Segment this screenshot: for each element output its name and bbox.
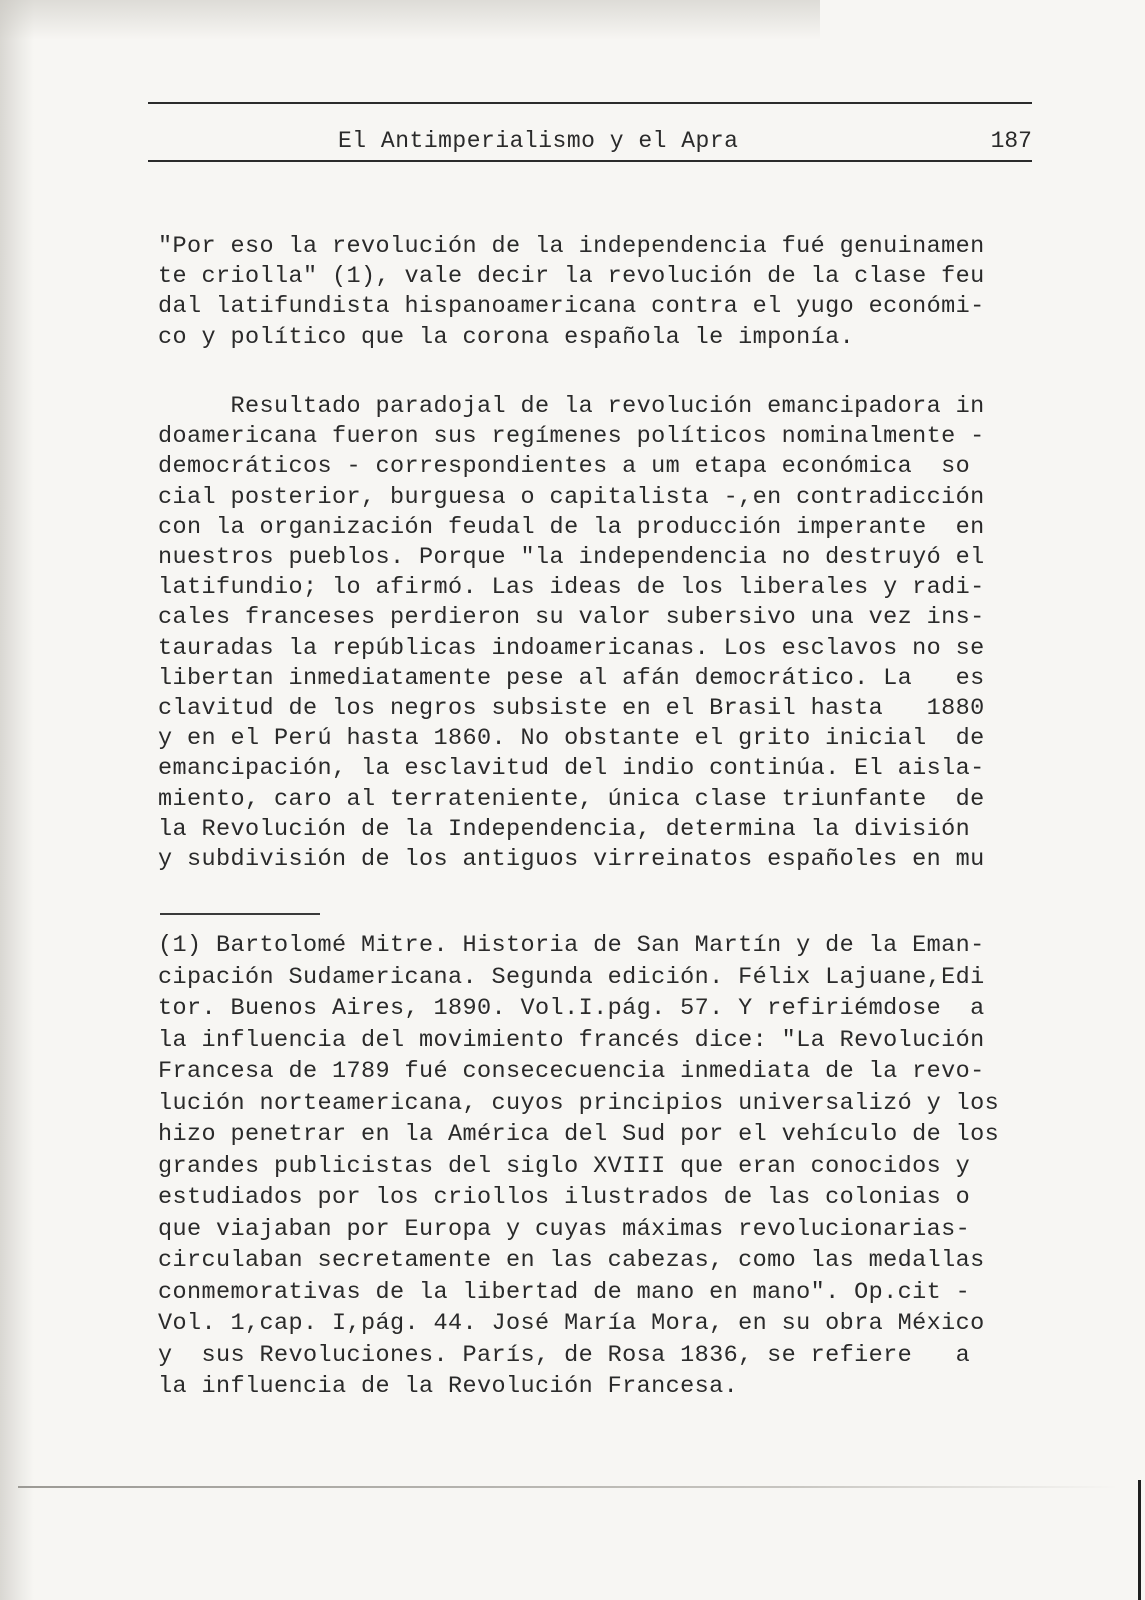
text-line: y en el Perú hasta 1860. No obstante el grito inicial de: [158, 725, 985, 753]
footnote-line: hizo penetrar en la América del Sud por el vehículo de los: [158, 1121, 1000, 1148]
scan-edge-bottom: [18, 1486, 1118, 1488]
footnote-line: cipación Sudamericana. Segunda edición. Félix Lajuane,Edi: [158, 963, 985, 991]
text-line: emancipación, la esclavitud del indio continúa. El aisla-: [158, 755, 985, 783]
footnote-line: circulaban secretamente en las cabezas, como las medallas: [158, 1247, 985, 1274]
text-line: doamericana fueron sus regímenes políticos nominalmente -: [158, 423, 985, 451]
footnote-line: la influencia de la Revolución Francesa.: [158, 1373, 739, 1400]
text-line: democráticos - correspondientes a um etapa económica so: [158, 453, 971, 481]
footnote-line: (1) Bartolomé Mitre. Historia de San Martín y de la Eman-: [158, 932, 985, 959]
footnote-line: y sus Revoluciones. París, de Rosa 1836, se refiere a: [158, 1341, 971, 1369]
paragraph-2: [158, 392, 1088, 875]
text-line: cales franceses perdieron su valor subersivo una vez ins-: [158, 604, 985, 632]
footnote-line: grandes publicistas del siglo XVIII que eran conocidos y: [158, 1152, 971, 1180]
page-number: 187: [990, 128, 1032, 154]
footnote-line: la influencia del movimiento francés dice: "La Revolución: [158, 1026, 985, 1054]
footnote-separator: [160, 913, 320, 915]
footnote-line: conmemorativas de la libertad de mano en mano". Op.cit -: [158, 1278, 971, 1306]
text-line: te criolla" (1), vale decir la revolución de la clase feu: [158, 263, 985, 291]
footnote-line: lución norteamericana, cuyos principios universalizó y los: [158, 1089, 1000, 1117]
text-line: co y político que la corona española le imponía.: [158, 323, 855, 351]
footnote-line: Francesa de 1789 fué consececuencia inmediata de la revo-: [158, 1058, 985, 1085]
footnote-line: tor. Buenos Aires, 1890. Vol.I.pág. 57. Y refiriémdose a: [158, 995, 985, 1022]
text-line: clavitud de los negros subsiste en el Brasil hasta 1880: [158, 695, 985, 723]
paragraph-1: [158, 232, 1088, 353]
running-header: [148, 102, 1032, 162]
scan-edge-right: [1138, 1480, 1141, 1600]
text-line: Resultado paradojal de la revolución emancipadora in: [158, 393, 985, 420]
footnote-line: que viajaban por Europa y cuyas máximas revolucionarias-: [158, 1215, 971, 1243]
footnote: [158, 930, 1088, 1403]
footnote-line: Vol. 1,cap. I,pág. 44. José María Mora, en su obra México: [158, 1310, 985, 1337]
header-title: El Antimperialismo y el Apra: [338, 128, 739, 154]
scan-shadow-left: [0, 0, 34, 1600]
text-line: dal latifundista hispanoamericana contra el yugo económi-: [158, 293, 985, 321]
text-line: miento, caro al terrateniente, única clase triunfante de: [158, 785, 985, 813]
text-line: y subdivisión de los antiguos virreinatos españoles en mu: [158, 846, 985, 874]
text-line: cial posterior, burguesa o capitalista -,en contradicción: [158, 483, 985, 511]
text-line: libertan inmediatamente pese al afán democrático. La es: [158, 664, 985, 692]
text-line: la Revolución de la Independencia, determina la división: [158, 815, 971, 843]
text-line: tauradas la repúblicas indoamericanas. Los esclavos no se: [158, 634, 985, 662]
text-line: con la organización feudal de la producción imperante en: [158, 513, 985, 541]
text-line: "Por eso la revolución de la independencia fué genuinamen: [158, 233, 985, 260]
footnote-line: estudiados por los criollos ilustrados de las colonias o: [158, 1184, 971, 1211]
text-line: nuestros pueblos. Porque "la independencia no destruyó el: [158, 544, 985, 572]
scan-shadow-top: [0, 0, 820, 40]
text-line: latifundio; lo afirmó. Las ideas de los liberales y radi-: [158, 574, 985, 602]
